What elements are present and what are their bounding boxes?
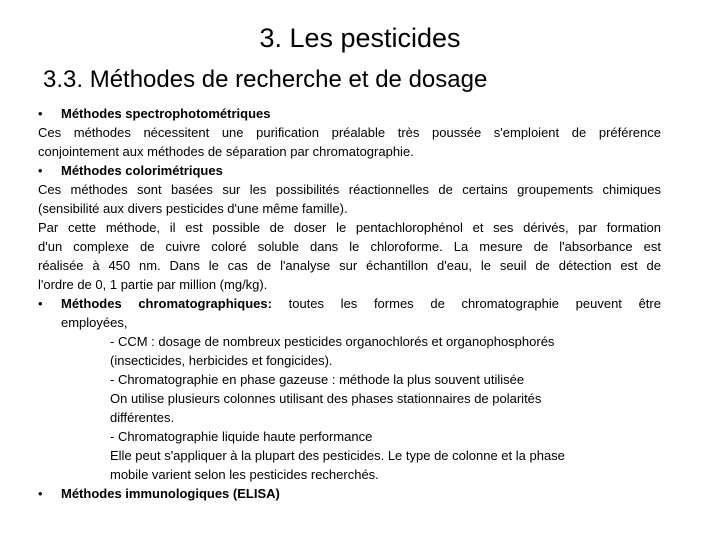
slide-body	[38, 104, 661, 503]
slide-title	[0, 20, 720, 56]
slide-title-text: 3. Les pesticides	[259, 23, 461, 53]
paragraph-line: employées,	[61, 315, 128, 330]
paragraph-line: l'ordre de 0, 1 partie par million (mg/kg).	[38, 277, 268, 292]
bullet-chromato	[38, 294, 661, 313]
bullet-colori	[38, 161, 661, 180]
heading-spectro: Méthodes spectrophotométriques	[61, 106, 271, 121]
paragraph-line: - Chromatographie en phase gazeuse : méthode la plus souvent utilisée	[110, 372, 525, 387]
paragraph-line: (sensibilité aux divers pesticides d'une même famille).	[38, 201, 348, 216]
paragraph-line: mobile varient selon les pesticides recherchés.	[110, 467, 379, 482]
paragraph-line: conjointement aux méthodes de séparation par chromatographie.	[38, 144, 414, 159]
bullet-icon: •	[38, 106, 43, 121]
paragraph-line: réalisée à 450 nm. Dans le cas de l'analyse sur échantillon d'eau, le seuil de détection est de	[38, 258, 661, 273]
bullet-icon: •	[38, 296, 43, 311]
chromato-intro: toutes les formes de chromatographie peuvent être	[271, 296, 661, 311]
heading-colori: Méthodes colorimétriques	[61, 163, 223, 178]
paragraph-line: Ces méthodes sont basées sur les possibilités réactionnelles de certains groupements chimiques	[38, 182, 661, 197]
paragraph-line: On utilise plusieurs colonnes utilisant des phases stationnaires de polarités	[110, 391, 542, 406]
slide-subtitle: 3.3. Méthodes de recherche et de dosage	[43, 66, 488, 93]
paragraph-line: Par cette méthode, il est possible de doser le pentachlorophénol et ses dérivés, par formation	[38, 220, 661, 235]
paragraph-line: d'un complexe de cuivre coloré soluble dans le chloroforme. La mesure de l'absorbance est	[38, 239, 661, 254]
paragraph-line: (insecticides, herbicides et fongicides).	[110, 353, 333, 368]
bullet-icon: •	[38, 163, 43, 178]
bullet-icon: •	[38, 486, 43, 501]
bullet-immuno	[38, 484, 661, 503]
heading-chromato: Méthodes chromatographiques:	[61, 296, 272, 311]
paragraph-line: - Chromatographie liquide haute performance	[110, 429, 373, 444]
paragraph-line: différentes.	[110, 410, 175, 425]
paragraph-line: - CCM : dosage de nombreux pesticides organochlorés et organophosphorés	[110, 334, 555, 349]
paragraph-line: Ces méthodes nécessitent une purification préalable très poussée s'emploient de préférence	[38, 125, 661, 140]
bullet-spectro	[38, 104, 661, 123]
heading-immuno: Méthodes immunologiques (ELISA)	[61, 486, 280, 501]
paragraph-line: Elle peut s'appliquer à la plupart des pesticides. Le type de colonne et la phase	[110, 448, 565, 463]
